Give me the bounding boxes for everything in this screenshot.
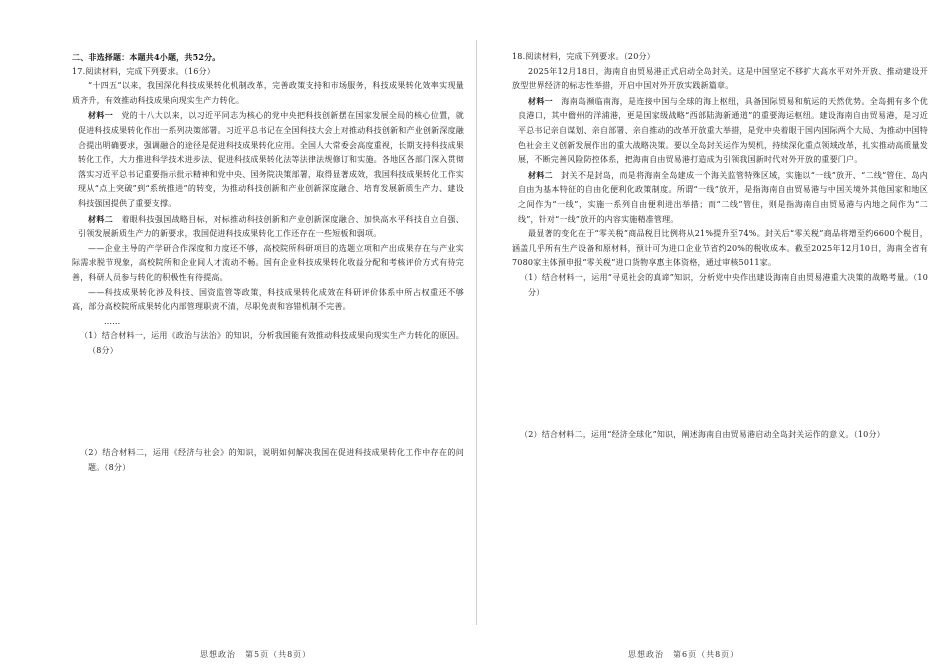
material-1-text: 党的十八大以来，以习近平同志为核心的党中央把科技创新摆在国家发展全局的核心位置，就促进科技成果转化作出一系列决策部署。习近平总书记在全国科技大会上对推动科技创新和产业创新深度融合提出明确要求，强调融合的途径是促进科技成果转化应用。全国人大常委会高度重视，长期支持科技成果转化工作，大力推进科学技术进步法、促进科技成果转化法等法律法规修订和实施。各地区各部门深入贯彻落实习近平总书记重要指示批示精神和党中央、国务院决策部署，取得显著成效，我国科技成果转化工作实现从“点上突破”到“系统推进”的转变，为推动科技创新和产业创新深度融合、培育发展新质生产力、建设科技强国提供了重要支撑。 [78, 111, 464, 208]
material-1-label: 材料一 [88, 110, 114, 121]
question-17-title: 17.阅读材料，完成下列要求。（16分） [72, 66, 215, 76]
q18-material-2 [512, 168, 928, 227]
material-1-text: 海南岛濒临南海，是连接中国与全球的海上枢纽，具备国际贸易和航运的天然优势。全岛拥有多个优良港口，其中儋州的洋浦港，更是国家级战略“西部陆海新通道”的重要海运枢纽。建设海南自由贸易港，是习近平总书记亲自谋划、亲自部署、亲自推动的改革开放重大举措，是党中央着眼于国内国际两个大局、为推动中国特色社会主义创新发展作出的重大战略决策。要以全岛封关运作为契机，持续深化重点领域改革，扎实推动高质量发展，不断完善风险防控体系，把海南自由贸易港打造成为引领我国新时代对外开放的重要门户。 [518, 96, 929, 165]
q17-subquestion-2: （2）结合材料二，运用《经济与社会》的知识，说明如何解决我国在促进科技成果转化工作中存在的问题。（8分） [80, 448, 464, 473]
q18-material-1 [512, 94, 928, 168]
q18-subquestion-2: （2）结合材料二，运用“经济全球化”知识，阐述海南自由贸易港启动全岛封关运作的意义。（10分） [520, 430, 885, 440]
right-page [478, 0, 950, 672]
q18-intro: 2025年12月18日，海南自由贸易港正式启动全岛封关。这是中国坚定不移扩大高水平对外开放、推动建设开放型世界经济的标志性举措，开启中国对外开放实践新篇章。 [512, 66, 928, 91]
answer-space-1 [72, 358, 464, 446]
section-title: 二、非选择题：本题共4小题，共52分。 [72, 52, 221, 62]
q17-subquestion-1: （1）结合材料一，运用《政治与法治》的知识，分析我国能有效推动科技成果向现实生产力转化的原因。（8分） [80, 331, 464, 355]
q17-material-2-point-1: ——企业主导的产学研合作深度和力度还不够，高校院所科研项目的选题立项和产出成果存在与产业实际需求脱节现象，高校院所和企业间人才流动不畅。国有企业科技成果转化收益分配和考核评价方式有待完善，科研人员参与转化的积极性有待提高。 [72, 243, 464, 282]
q18-material-2-detail: 最显著的变化在于“零关税”商品税目比例将从21%提升至74%。封关后“零关税”商品将增至约6600个税目，涵盖几乎所有生产设备和原材料，预计可为进口企业节省约20%的税收成本。截至2025年12月10日，海南全省有7080家主体預申报“零关税”进口货物享惠主体资格，通过审核5011家。 [512, 229, 928, 268]
q17-material-2-point-2: ——科技成果转化涉及科技、国资监管等政策，科技成果转化成效在科研评价体系中所占权重还不够高，部分高校院所成果转化内部管理职责不清，尽职免责和容错机制不完善。 [72, 287, 464, 312]
q17-material-1 [72, 108, 464, 211]
page-divider [476, 40, 477, 625]
question-18-title: 18.阅读材料，完成下列要求。（20分） [512, 52, 655, 61]
q17-intro: “十四五”以来，我国深化科技成果转化机制改革，完善政策支持和市场服务，科技成果转化效率实现量质齐升，有效推动科技成果向现实生产力转化。 [72, 81, 464, 105]
q18-subquestion-1: （1）结合材料一，运用“寻觅社会的真谛”知识，分析党中央作出建设海南自由贸易港重大决策的战略考量。（10分） [520, 272, 928, 297]
answer-space-2 [512, 300, 928, 428]
material-1-label: 材料一 [528, 95, 554, 106]
page-footer-left: 思想政治 第5页（共8页） [200, 650, 312, 659]
ellipsis: …… [104, 316, 121, 326]
q17-material-2 [72, 212, 464, 242]
material-2-text: 封关不是封岛，而是将海南全岛建成一个海关监管特殊区域，实施以“一线”放开、“二线”管住、岛内自由为基本特征的自由化便利化政策制度。所谓“一线”放开，是指海南自由贸易港与中国关境外其他国家和地区之间作为“一线”，实施一系列自由便利进出举措；而“二线”管住，则是指海南自由贸易港与内地之间作为“二线”，针对“一线”放开的内容实施精准管理。 [518, 170, 929, 224]
material-2-label: 材料二 [88, 213, 114, 224]
page-footer-right: 思想政治 第6页（共8页） [628, 650, 740, 659]
material-2-label: 材料二 [528, 169, 553, 180]
material-2-text: 着眼科技强国战略目标，对标推动科技创新和产业创新深度融合、加快高水平科技自立自强、引领发展新质生产力的新要求，我国促进科技成果转化工作还存在一些短板和弱项。 [78, 214, 464, 239]
